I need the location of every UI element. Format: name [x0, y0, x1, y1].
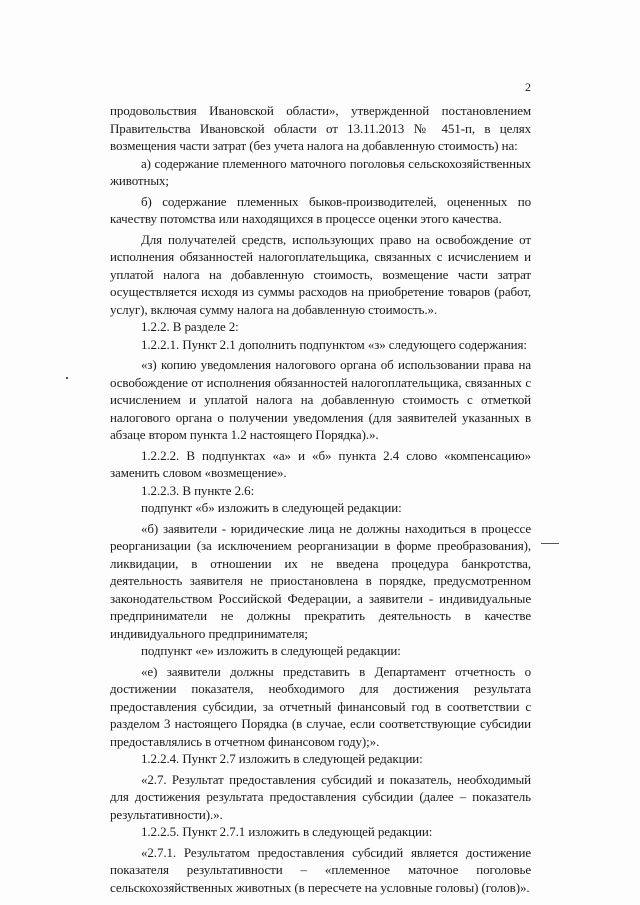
- paragraph: «з) копию уведомления налогового органа об использовании права на освобождение от исполнения обязанностей налогоплательщика, связанных с исчислением и уплатой налога на добавленную стоимость с отметкой налогового органа о получении уведомления (для заявителей указанных в абзаце втором пункта 1.2 настоящего Порядка).».: [110, 357, 531, 442]
- paragraph: 1.2.2. В разделе 2:: [141, 319, 239, 334]
- paragraph: подпункт «б» изложить в следующей редакции:: [141, 500, 402, 515]
- paragraph: «2.7.1. Результатом предоставления субсидий является достижение показателя результативности – «племенное маточное поголовье сельскохозяйственных животных (в пересчете на условные головы) (голов)».: [110, 844, 531, 895]
- paragraph: 1.2.2.2. В подпунктах «а» и «б» пункта 2.4 слово «компенсацию» заменить словом «возмещение».: [110, 447, 531, 480]
- paragraph: «б) заявители - юридические лица не должны находиться в процессе реорганизации (за исключением реорганизации в форме преобразования), ликвидации, в отношении их не введена процедура банкротства, деятельность заявителя не приостановлена в порядке, предусмотренном законодательством Российской Федерации, а заявители - индивидуальные предприниматели не должны прекратить деятельность в качестве индивидуального предпринимателя;: [110, 520, 531, 641]
- paragraph: 1.2.2.5. Пункт 2.7.1 изложить в следующей редакции:: [141, 824, 433, 839]
- paragraph: 1.2.2.1. Пункт 2.1 дополнить подпунктом «з» следующего содержания:: [141, 336, 527, 352]
- paragraph: подпункт «е» изложить в следующей редакции:: [141, 643, 401, 658]
- paragraph: а) содержание племенного маточного поголовья сельскохозяйственных животных;: [110, 155, 531, 188]
- document-body: [110, 102, 531, 896]
- page-number: 2: [525, 80, 531, 94]
- paragraph: 1.2.2.3. В пункте 2.6:: [141, 482, 255, 498]
- paragraph: «2.7. Результат предоставления субсидий и показатель, необходимый для достижения результата предоставления субсидии (далее – показатель результативности).».: [110, 771, 531, 822]
- paragraph: б) содержание племенных быков-производителей, оцененных по качеству потомства или находящихся в процессе оценки этого качества.: [110, 193, 531, 226]
- margin-dot: [66, 377, 68, 379]
- paragraph: продовольствия Ивановской области», утвержденной постановлением Правительства Ивановской области от 13.11.2013 № 451-п, в целях возмещения части затрат (без учета налога на добавленную стоимость) на:: [110, 103, 531, 153]
- paragraph: 1.2.2.4. Пункт 2.7 изложить в следующей редакции:: [141, 751, 423, 766]
- margin-dash: [541, 543, 559, 544]
- paragraph: «е) заявители должны представить в Департамент отчетность о достижении показателя, необходимого для достижения результата предоставления субсидии, за отчетный финансовый год в соответствии с разделом 3 настоящего Порядка (в случае, если соответствующие субсидии предоставлялись в отчетном финансовом году);».: [110, 663, 531, 749]
- paragraph: Для получателей средств, использующих право на освобождение от исполнения обязанностей налогоплательщика, связанных с исчислением и уплатой налога на добавленную стоимость, возмещение части затрат осуществляется исходя из суммы расходов на приобретение товаров (работ, услуг), включая сумму налога на добавленную стоимость.».: [110, 231, 531, 317]
